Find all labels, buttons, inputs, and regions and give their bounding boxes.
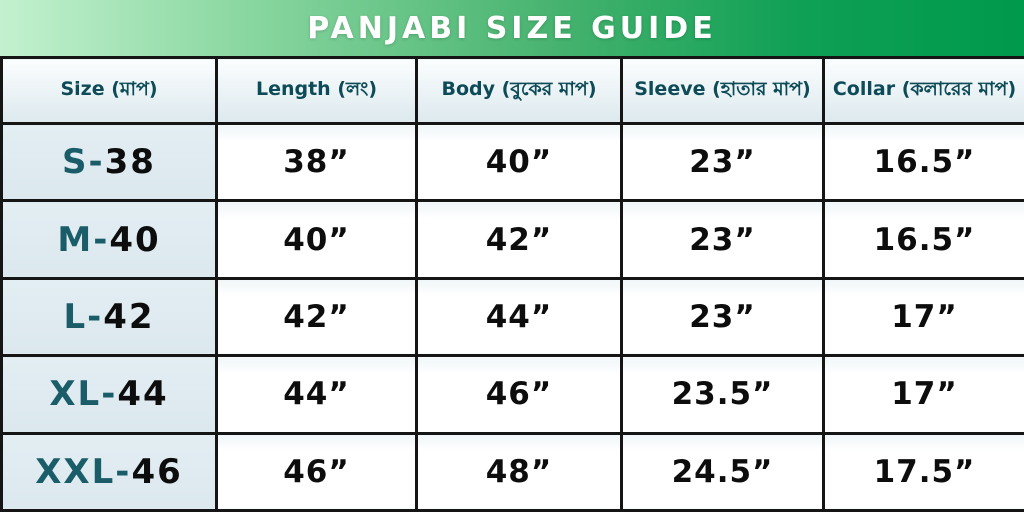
title-banner	[0, 0, 1024, 56]
size-guide-table	[0, 56, 1024, 512]
column-header-length: Length (লং)	[217, 58, 417, 124]
sleeve-value: 23”	[622, 278, 824, 355]
column-header-sleeve: Sleeve (হাতার মাপ)	[622, 58, 824, 124]
size-letter: L-	[63, 296, 104, 337]
collar-value: 16.5”	[824, 201, 1024, 278]
collar-value: 17”	[824, 278, 1024, 355]
sleeve-value: 24.5”	[622, 433, 824, 510]
column-header-collar: Collar (কলারের মাপ)	[824, 58, 1024, 124]
length-value: 46”	[217, 433, 417, 510]
size-letter: S-	[62, 142, 105, 183]
sleeve-value: 23”	[622, 201, 824, 278]
body-value: 48”	[417, 433, 622, 510]
length-value: 40”	[217, 201, 417, 278]
size-label	[2, 433, 217, 510]
body-value: 46”	[417, 356, 622, 433]
table-row-m	[2, 201, 1024, 278]
size-number: 40	[109, 219, 161, 260]
size-label	[2, 201, 217, 278]
collar-value: 17.5”	[824, 433, 1024, 510]
table-row-xl	[2, 356, 1024, 433]
page-title: PANJABI SIZE GUIDE	[307, 10, 717, 46]
size-letter: XL-	[49, 374, 118, 415]
collar-value: 17”	[824, 356, 1024, 433]
sleeve-value: 23.5”	[622, 356, 824, 433]
size-label	[2, 356, 217, 433]
column-header-size: Size (মাপ)	[2, 58, 217, 124]
body-value: 44”	[417, 278, 622, 355]
size-letter: M-	[57, 219, 110, 260]
size-number: 44	[117, 374, 169, 415]
length-value: 44”	[217, 356, 417, 433]
size-number: 42	[103, 296, 155, 337]
header-row	[2, 58, 1024, 124]
table-row-l	[2, 278, 1024, 355]
table-row-s	[2, 124, 1024, 201]
size-number: 46	[131, 451, 183, 492]
size-label	[2, 278, 217, 355]
length-value: 42”	[217, 278, 417, 355]
sleeve-value: 23”	[622, 124, 824, 201]
size-label	[2, 124, 217, 201]
size-letter: XXL-	[35, 451, 132, 492]
size-number: 38	[104, 142, 156, 183]
table-row-xxl	[2, 433, 1024, 510]
collar-value: 16.5”	[824, 124, 1024, 201]
length-value: 38”	[217, 124, 417, 201]
body-value: 42”	[417, 201, 622, 278]
body-value: 40”	[417, 124, 622, 201]
column-header-body: Body (বুকের মাপ)	[417, 58, 622, 124]
